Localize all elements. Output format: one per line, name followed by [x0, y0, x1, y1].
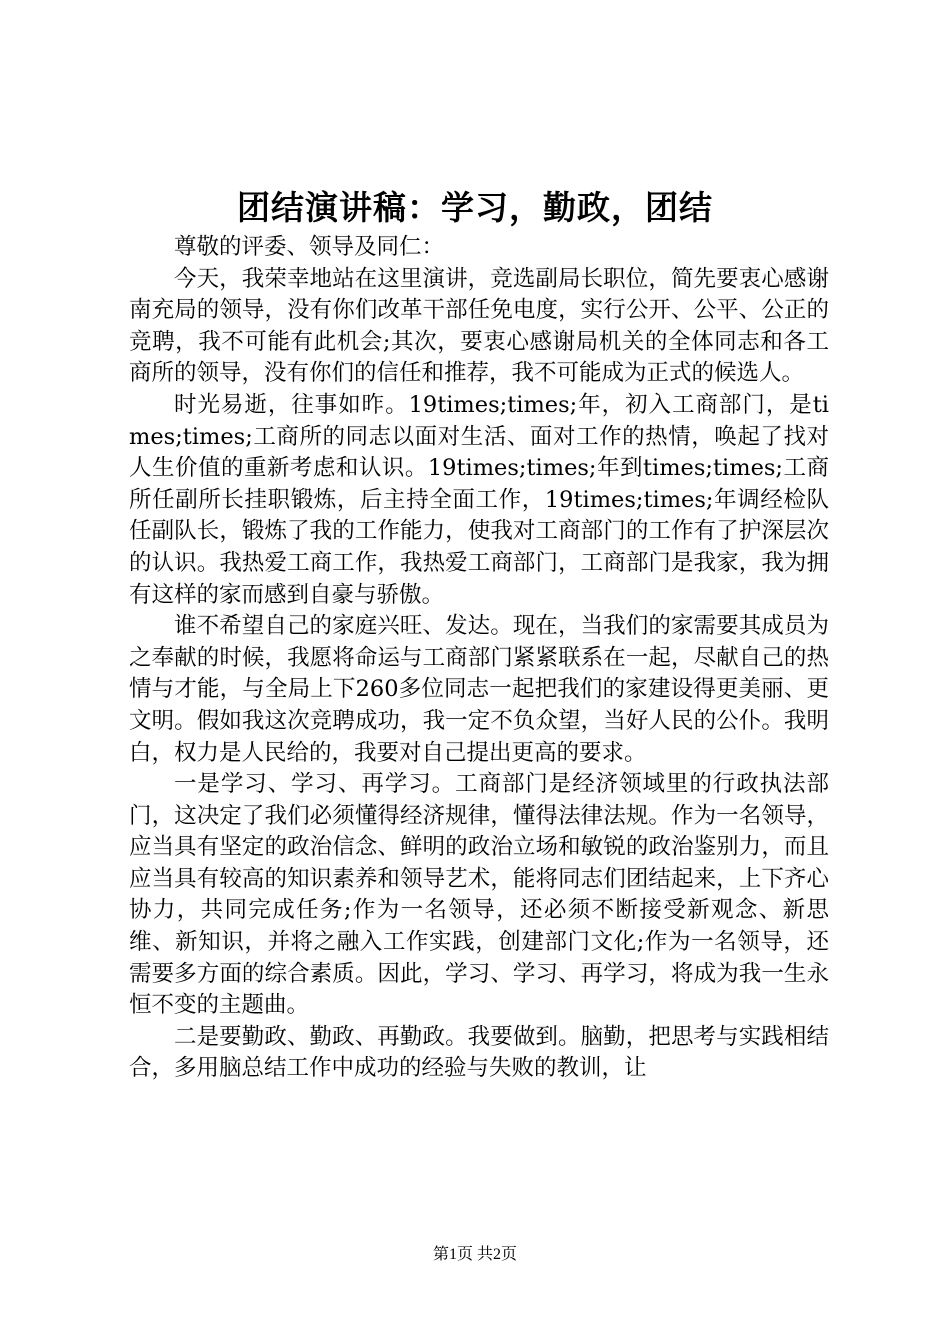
thanks-paragraph: 今天，我荣幸地站在这里演讲，竞选副局长职位，简先要衷心感谢南充局的领导，没有你们改革干部任免电度，实行公开、公平、公正的竞聘，我不可能有此机会;其次，要衷心感谢局机关的全体同志和各工商所的领导，没有你们的信任和推荐，我不可能成为正式的候选人。 [129, 265, 829, 387]
salutation-paragraph: 尊敬的评委、领导及同仁： [174, 234, 445, 260]
experience-paragraph: 时光易逝，往事如昨。19times;times;年，初入工商部门，是times;times;工商所的同志以面对生活、面对工作的热情，唤起了找对人生价值的重新考虑和认识。19times;times;年到times;times;工商所任副所长挂职锻炼，后主持全面工作，19times;times;年调经检队任副队长，锻炼了我的工作能力，使我对工商部门的工作有了护深层次的认识。我热爱工商工作，我热爱工商部门，工商部门是我家，我为拥有这样的家而感到自豪与骄傲。 [129, 391, 829, 608]
page-footer: 第1页 共2页 [432, 1246, 517, 1263]
document-title: 团结演讲稿：学习，勤政，团结 [237, 188, 713, 227]
commitment-paragraph: 谁不希望自己的家庭兴旺、发达。现在，当我们的家需要其成员为之奉献的时候，我愿将命运与工商部门紧紧联系在一起，尽献自己的热情与才能，与全局上下260多位同志一起把我们的家建设得更美丽、更文明。假如我这次竞聘成功，我一定不负众望，当好人民的公仆。我明白，权力是人民给的，我要对自己提出更高的要求。 [129, 613, 829, 766]
document-body [129, 232, 829, 1085]
study-paragraph: 一是学习、学习、再学习。工商部门是经济领域里的行政执法部门，这决定了我们必须懂得经济规律，懂得法律法规。作为一名领导，应当具有坚定的政治信念、鲜明的政治立场和敏锐的政治鉴别力，而且应当具有较高的知识素养和领导艺术，能将同志们团结起来，上下齐心协力，共同完成任务;作为一名领导，还必须不断接受新观念、新思维、新知识，并将之融入工作实践，创建部门文化;作为一名领导，还需要多方面的综合素质。因此，学习、学习、再学习，将成为我一生永恒不变的主题曲。 [129, 771, 829, 1019]
diligence-paragraph: 二是要勤政、勤政、再勤政。我要做到。脑勤，把思考与实践相结合，多用脑总结工作中成功的经验与失败的教训，让 [129, 1023, 829, 1082]
